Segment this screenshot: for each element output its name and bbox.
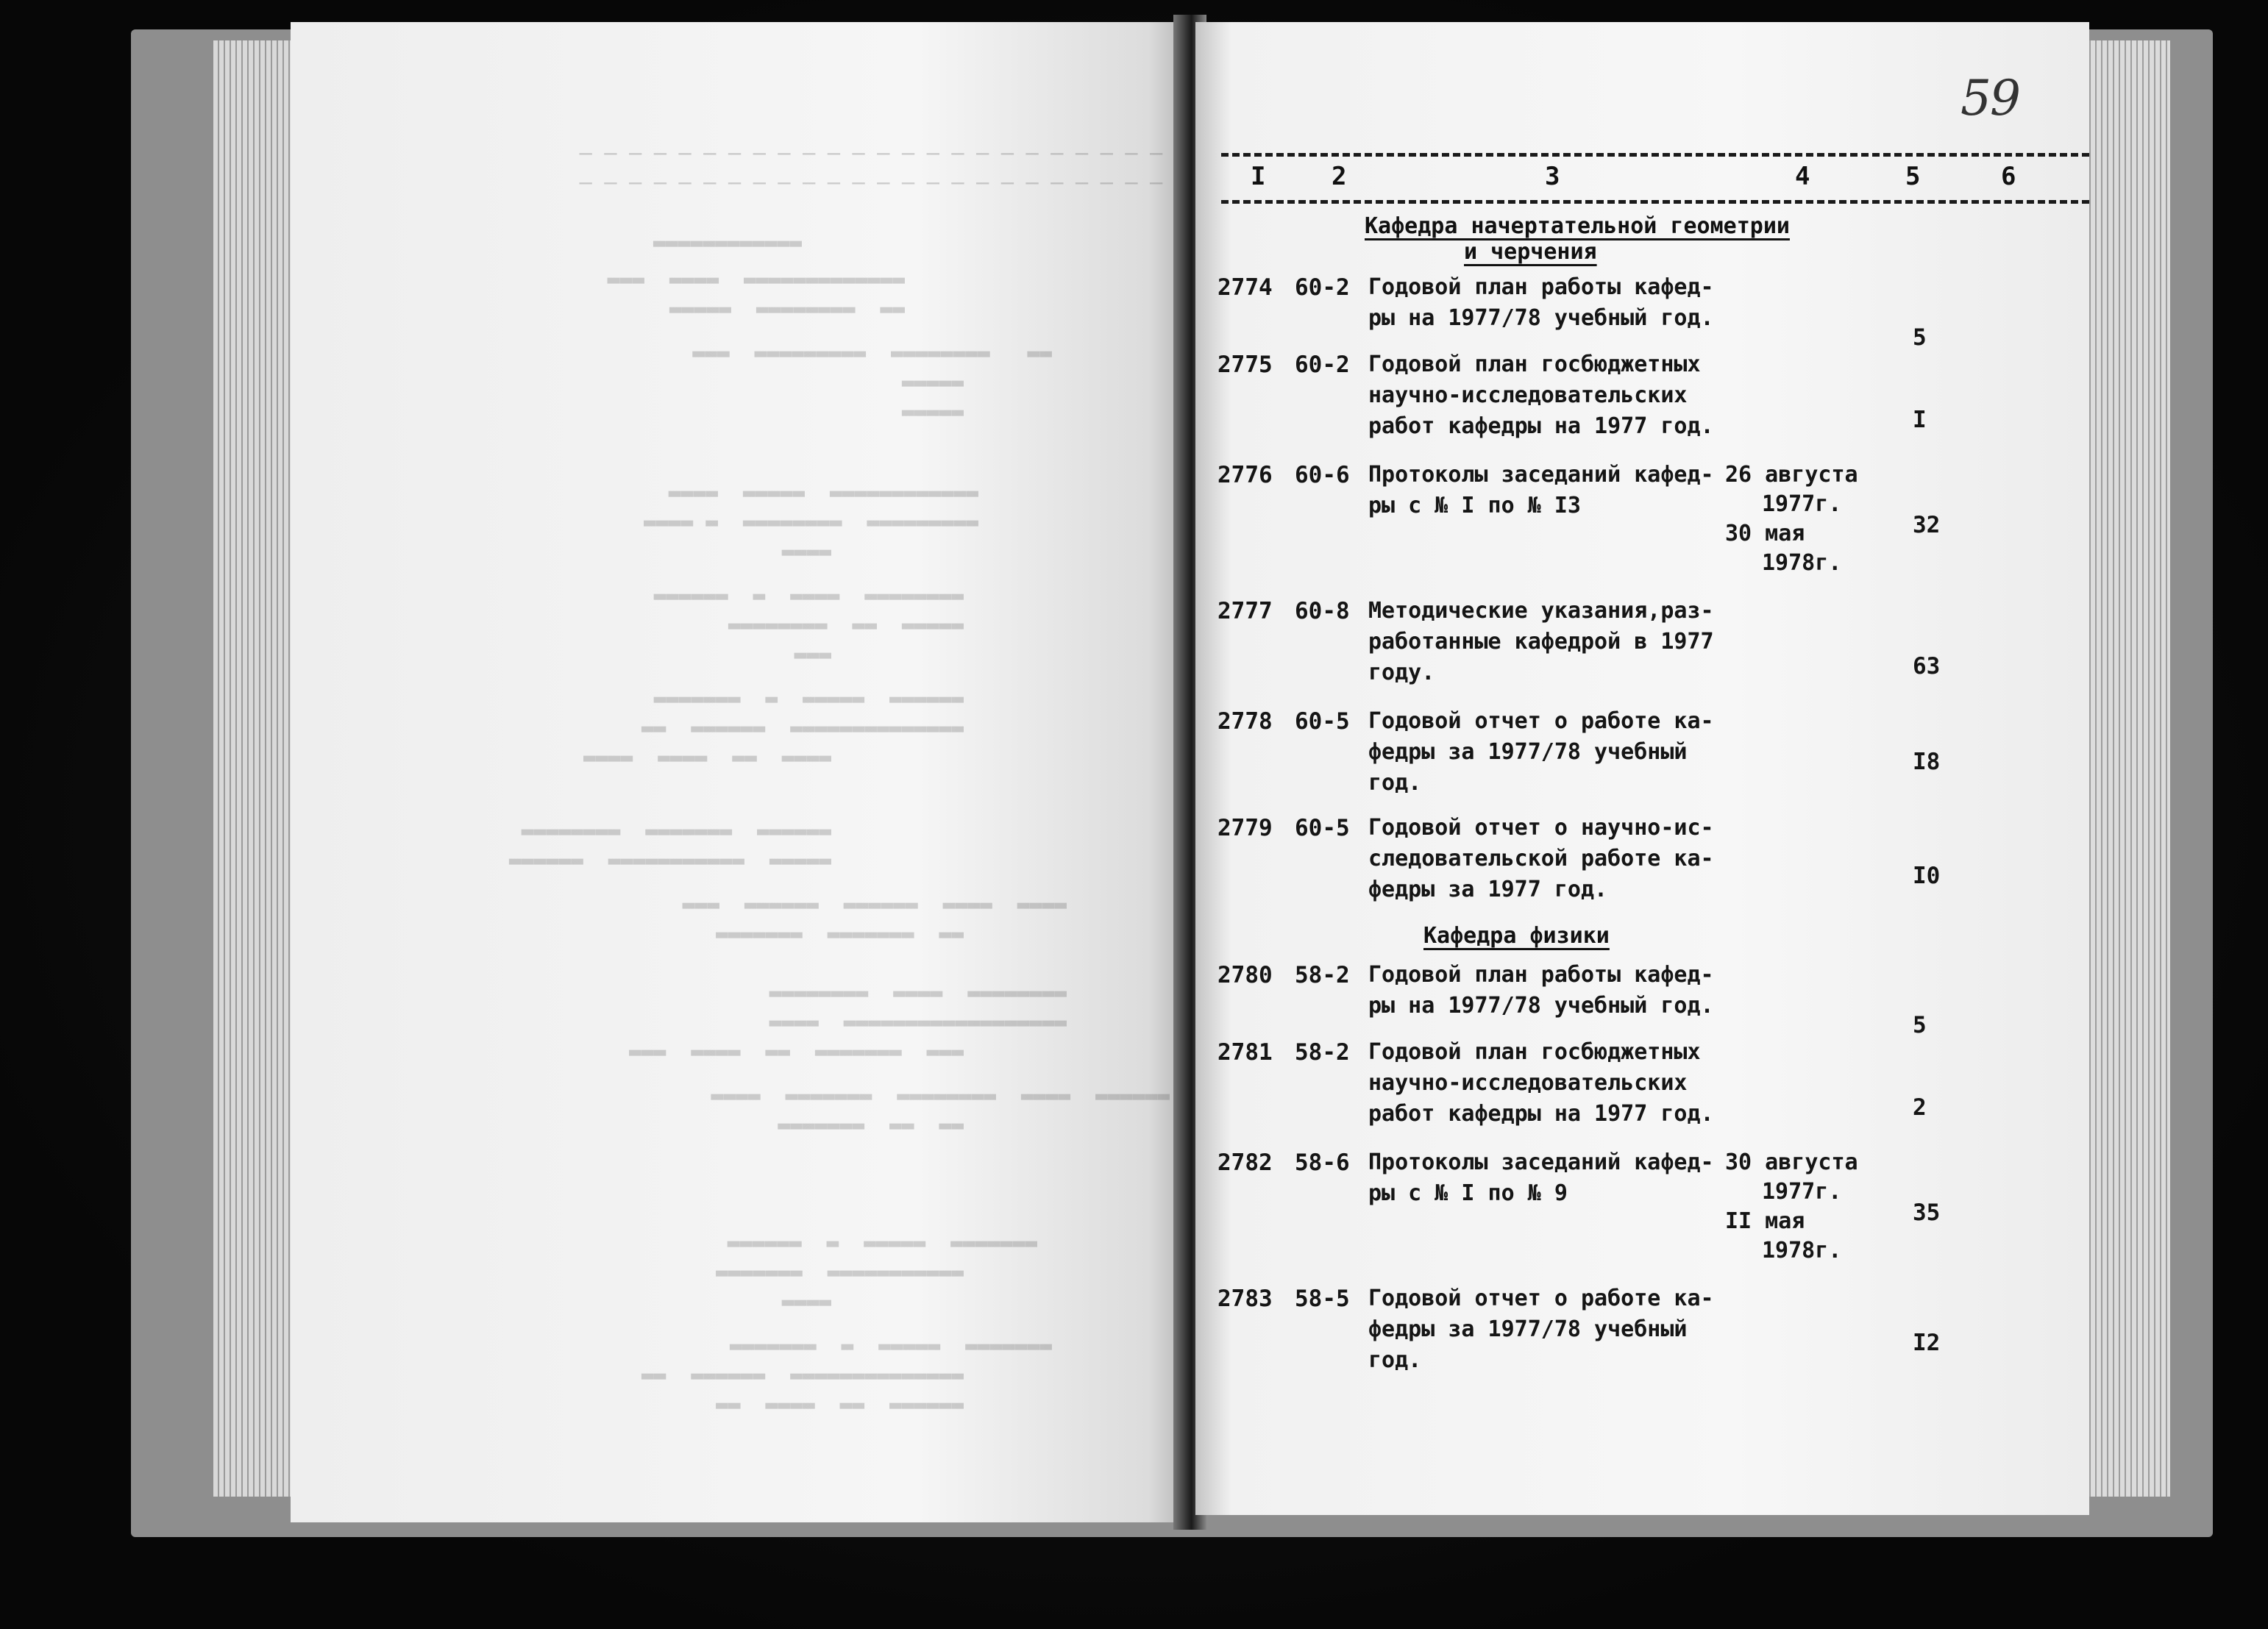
row-code: 60-6 [1295, 462, 1350, 488]
row-title-line: Годовой отчет о работе ка- [1368, 1286, 1714, 1311]
row-title-line: научно-исследовательских [1368, 382, 1688, 408]
row-title-line: работанные кафедрой в 1977 [1368, 629, 1714, 655]
row-number: 2778 [1217, 708, 1273, 735]
header-top-rule [1221, 153, 2089, 157]
row-count: I0 [1913, 863, 1941, 889]
row-code: 60-5 [1295, 815, 1350, 841]
row-title-line: научно-исследовательских [1368, 1070, 1688, 1096]
section-title-geometry: Кафедра начертательной геометрии [1365, 213, 1790, 239]
header-bottom-rule [1221, 200, 2089, 204]
row-count: I [1913, 407, 1927, 433]
row-code: 58-2 [1295, 962, 1350, 988]
left-page [291, 22, 1184, 1522]
row-title-line: ры с № I по № 9 [1368, 1180, 1568, 1206]
row-code: 58-5 [1295, 1286, 1350, 1312]
row-title-line: год. [1368, 1347, 1422, 1373]
column-header-3: 3 [1545, 162, 1560, 191]
row-title-line: работ кафедры на 1977 год. [1368, 1101, 1714, 1127]
row-count: 32 [1913, 512, 1941, 538]
row-title-line: следовательской работе ка- [1368, 846, 1714, 871]
column-header-1: I [1251, 162, 1266, 191]
row-date: 1977г. [1762, 1179, 1842, 1205]
row-count: 35 [1913, 1200, 1941, 1226]
row-code: 60-2 [1295, 352, 1350, 378]
row-date: 26 августа [1725, 462, 1858, 488]
row-title-line: ры на 1977/78 учебный год. [1368, 993, 1714, 1019]
row-title-line: Протоколы заседаний кафед- [1368, 1149, 1714, 1175]
row-title-line: Годовой отчет о работе ка- [1368, 708, 1714, 734]
row-number: 2779 [1217, 815, 1273, 841]
row-number: 2776 [1217, 462, 1273, 488]
row-title-line: Годовой план госбюджетных [1368, 1039, 1701, 1065]
row-number: 2777 [1217, 598, 1273, 624]
row-code: 58-2 [1295, 1039, 1350, 1066]
section-title-geometry-cont: и черчения [1464, 239, 1597, 265]
row-date: 1977г. [1762, 491, 1842, 517]
row-title-line: ры с № I по № I3 [1368, 493, 1581, 518]
row-count: 2 [1913, 1094, 1927, 1121]
row-count: 5 [1913, 324, 1927, 351]
row-count: I2 [1913, 1330, 1941, 1356]
row-number: 2780 [1217, 962, 1273, 988]
row-code: 60-5 [1295, 708, 1350, 735]
row-date: 30 мая [1725, 521, 1805, 546]
row-title-line: федры за 1977/78 учебный [1368, 1316, 1688, 1342]
row-number: 2774 [1217, 274, 1273, 301]
row-count: 5 [1913, 1012, 1927, 1038]
bleed-through-text: ─ ─ ─ ─ ─ ─ ─ ─ ─ ─ ─ ─ ─ ─ ─ ─ ─ ─ ─ ─ ─ ─ ─ ─ ─ ─ ─ ─ ─ ─ ─ ─ ─ ─ ─ ─ ─ ─ ─ ─ ─ ─ ─ ─ ─ ─ ─ ─ ▬▬▬▬▬▬▬▬▬▬▬▬ ▬▬▬▬▬▬▬▬▬▬▬▬▬ ▬▬▬▬ ▬▬▬ ▬▬ ▬▬▬▬▬▬▬▬ ▬▬▬▬▬ ▬▬ ▬▬▬▬▬▬▬▬ ▬▬▬▬▬▬▬▬▬ ▬▬▬ ▬▬▬▬▬ ▬▬▬▬▬ ▬▬▬▬▬▬▬▬▬▬▬▬ ▬▬▬▬▬ ▬▬▬▬ ▬▬▬▬▬▬▬▬▬ ▬▬▬▬▬▬▬▬ ▬ ▬▬▬▬ ▬▬▬▬ ▬▬▬▬▬▬▬▬ ▬▬▬▬ ▬ ▬▬▬▬▬▬ ▬▬▬▬▬ ▬▬ ▬▬▬▬▬▬▬▬ ▬▬▬ ▬▬▬▬▬▬ ▬▬▬▬▬ ▬ ▬▬▬▬▬▬▬ ▬▬▬▬▬▬▬▬▬▬▬▬▬▬ ▬▬▬▬▬▬ ▬▬ ▬▬▬▬ ▬▬ ▬▬▬▬ ▬▬▬▬ ▬▬▬▬▬▬ ▬▬▬▬▬▬▬ ▬▬▬▬▬▬▬▬ ▬▬▬▬▬ ▬▬▬▬▬▬▬▬▬▬▬ ▬▬▬▬▬▬ ▬▬▬▬ ▬▬▬▬ ▬▬▬▬▬▬ ▬▬▬▬▬▬ ▬▬▬ ▬▬ ▬▬▬▬▬▬▬ ▬▬▬▬▬▬▬ ▬▬▬▬▬▬▬▬ ▬▬▬▬ ▬▬▬▬▬▬▬▬ ▬▬▬▬▬▬▬▬▬▬▬▬▬▬▬▬▬▬ ▬▬▬▬ ▬▬▬ ▬▬▬▬▬▬▬ ▬▬ ▬▬▬▬ ▬▬▬ ▬▬▬▬▬▬ ▬▬▬▬ ▬▬▬▬▬▬▬▬ ▬▬▬▬▬▬▬ ▬▬▬▬ ▬▬ ▬▬ ▬▬▬▬▬▬▬ ▬▬▬▬▬▬▬ ▬▬▬▬▬ ▬ ▬▬▬▬▬▬ ▬▬▬▬▬▬▬▬▬▬▬ ▬▬▬▬▬▬▬ ▬▬▬▬ ▬▬▬▬▬▬▬ ▬▬▬▬▬ ▬ ▬▬▬▬▬▬▬ ▬▬▬▬▬▬▬▬▬▬▬▬▬▬ ▬▬▬▬▬▬ ▬▬ ▬▬▬▬▬▬ ▬▬ ▬▬▬▬ ▬▬ [508, 142, 1170, 1416]
row-date: 30 августа [1725, 1149, 1858, 1175]
row-title-line: Годовой план работы кафед- [1368, 962, 1714, 988]
column-header-4: 4 [1795, 162, 1810, 191]
row-code: 60-8 [1295, 598, 1350, 624]
column-header-6: 6 [2001, 162, 2016, 191]
row-title-line: Годовой отчет о научно-ис- [1368, 815, 1714, 841]
row-title-line: Годовой план госбюджетных [1368, 352, 1701, 377]
row-date: II мая [1725, 1208, 1805, 1234]
row-title-line: ры на 1977/78 учебный год. [1368, 305, 1714, 331]
row-count: I8 [1913, 749, 1941, 775]
column-header-2: 2 [1332, 162, 1347, 191]
row-title-line: год. [1368, 770, 1422, 796]
row-code: 60-2 [1295, 274, 1350, 301]
row-title-line: федры за 1977/78 учебный [1368, 739, 1688, 765]
row-date: 1978г. [1762, 550, 1842, 576]
row-number: 2782 [1217, 1149, 1273, 1176]
row-code: 58-6 [1295, 1149, 1350, 1176]
row-number: 2775 [1217, 352, 1273, 378]
row-count: 63 [1913, 653, 1941, 680]
row-title-line: Протоколы заседаний кафед- [1368, 462, 1714, 488]
row-title-line: работ кафедры на 1977 год. [1368, 413, 1714, 439]
row-title-line: Годовой план работы кафед- [1368, 274, 1714, 300]
row-number: 2783 [1217, 1286, 1273, 1312]
row-title-line: году. [1368, 660, 1435, 685]
row-number: 2781 [1217, 1039, 1273, 1066]
row-title-line: Методические указания,раз- [1368, 598, 1714, 624]
section-title-physics: Кафедра физики [1423, 923, 1610, 949]
row-title-line: федры за 1977 год. [1368, 877, 1608, 902]
column-header-5: 5 [1905, 162, 1921, 191]
page-number: 59 [1960, 70, 2019, 126]
row-date: 1978г. [1762, 1238, 1842, 1263]
